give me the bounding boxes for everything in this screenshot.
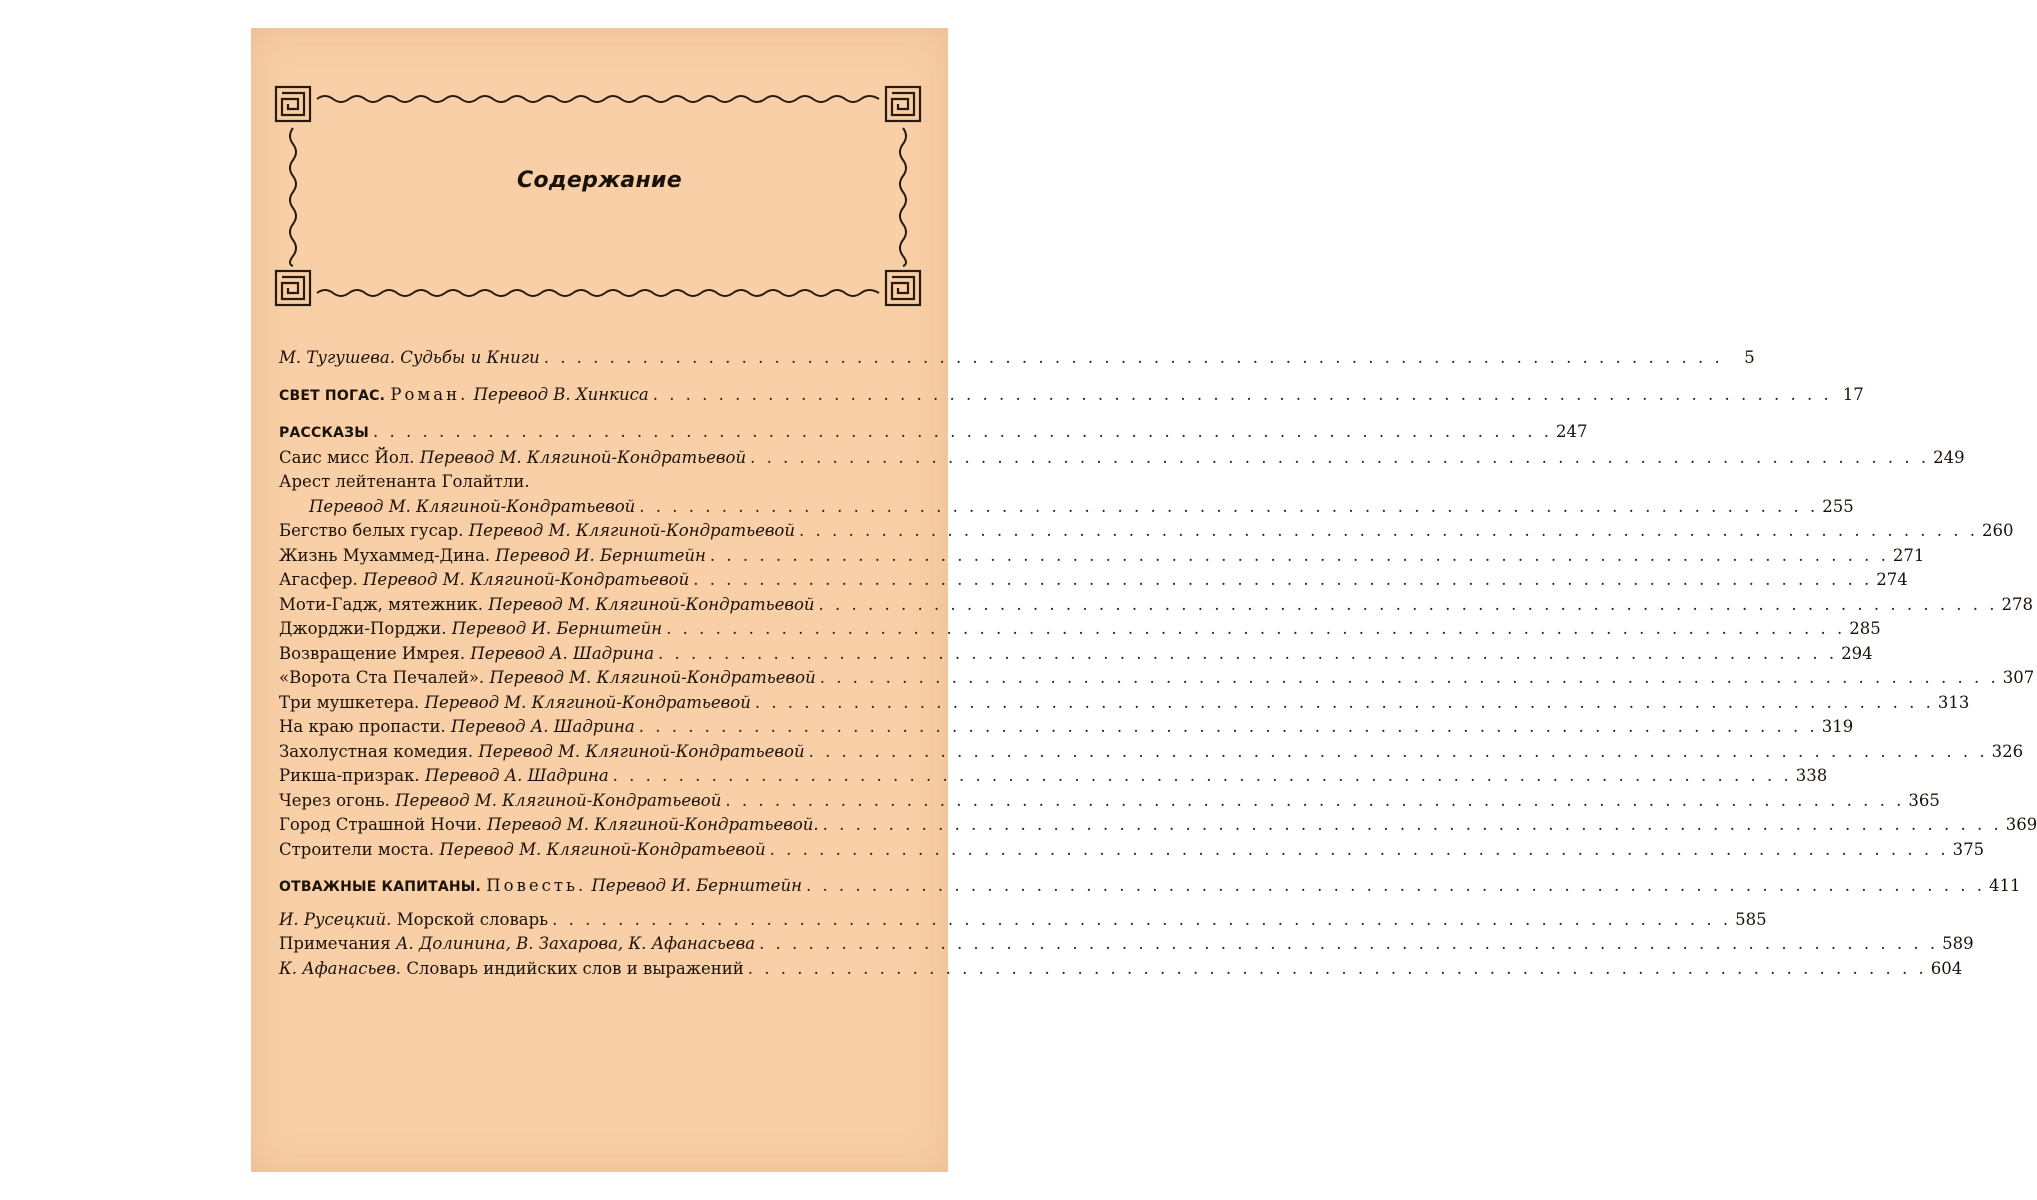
toc-entry-story[interactable] [279, 568, 1908, 593]
book-page [251, 28, 2037, 1172]
entry-title: Захолустная комедия. [279, 741, 474, 761]
entry-translator: Перевод И. Бернштейн [451, 619, 663, 638]
page-number: 411 [1988, 876, 2021, 895]
entry-translator: Перевод М. Клягиной-Кондратьевой [439, 839, 766, 859]
toc-entry-story[interactable] [279, 838, 1985, 863]
page-number: 589 [1942, 934, 1974, 953]
entry-translator: Перевод М. Клягиной-Кондратьевой [309, 496, 636, 516]
page-number: 585 [1735, 909, 1767, 929]
entry-translator: Перевод И. Бернштейн [591, 876, 802, 895]
dot-leader [639, 495, 1818, 520]
dot-leader [544, 346, 1723, 371]
entry-title: Через огонь. [279, 790, 390, 810]
entry-genre: Повесть. [486, 876, 587, 895]
entry-translator: Перевод А. Шадрина [470, 643, 655, 663]
entry-translator: Перевод М. Клягиной-Кондратьевой. [487, 815, 819, 834]
entry-translator: Перевод А. Шадрина [424, 766, 609, 785]
entry-title: Моти-Гадж, мятежник. [279, 594, 483, 614]
toc-entry-story[interactable] [279, 691, 1970, 716]
page-number: 375 [1952, 839, 1985, 859]
toc-entry-story-continuation[interactable] [279, 495, 1854, 520]
page-number: 313 [1937, 692, 1970, 712]
entry-translator: Перевод М. Клягиной-Кондратьевой [362, 570, 690, 589]
dot-leader [820, 666, 1999, 691]
page-number: 338 [1795, 766, 1828, 785]
toc-entry-story[interactable] [279, 446, 1965, 471]
page-number: 285 [1849, 619, 1881, 638]
dot-leader [823, 813, 2002, 838]
toc-entry-novel[interactable] [279, 874, 2021, 900]
page-number: 604 [1930, 958, 1963, 978]
entry-translator: Перевод И. Бернштейн [495, 545, 706, 565]
page-number: 274 [1876, 570, 1908, 589]
toc-entry-novel[interactable] [279, 383, 1864, 409]
toc-entry-story[interactable] [279, 617, 1881, 642]
page-number: 255 [1822, 496, 1854, 516]
page-number: 5 [1744, 348, 1755, 367]
entry-author: М. Тугушева. [279, 348, 395, 367]
dot-leader [552, 908, 1731, 933]
toc-entry-intro[interactable] [279, 346, 1755, 371]
toc-entry-story[interactable] [279, 642, 1873, 667]
entry-title: Саис мисс Йол. [279, 447, 415, 467]
toc-entry-appendix[interactable] [279, 908, 1767, 933]
entry-title: СВЕТ ПОГАС. [279, 387, 386, 404]
toc-entry-appendix[interactable] [279, 932, 1974, 957]
toc-entry-stories-heading[interactable] [279, 420, 1588, 446]
page-number: 319 [1821, 717, 1854, 736]
dot-leader [658, 642, 1837, 667]
entry-translator: Перевод А. Шадрина [450, 717, 635, 736]
dot-leader [755, 691, 1934, 716]
toc-entry-story[interactable] [279, 789, 1940, 814]
page-number: 17 [1842, 384, 1864, 404]
toc-entry-story-title-line[interactable] [279, 470, 887, 495]
page-number: 369 [2005, 815, 2037, 834]
ornamental-frame [273, 84, 923, 308]
toc-entry-story[interactable] [279, 813, 2037, 838]
dot-leader [759, 932, 1938, 957]
page-number: 365 [1908, 790, 1940, 810]
page-number: 260 [1982, 521, 2014, 540]
toc-entry-story[interactable] [279, 764, 1828, 789]
dot-leader [750, 446, 1929, 471]
dot-leader [653, 383, 1832, 408]
dot-leader [710, 544, 1889, 569]
entry-translator: Перевод М. Клягиной-Кондратьевой [488, 594, 815, 614]
entry-title: Джорджи-Порджи. [279, 619, 447, 638]
entry-title: Примечания [279, 934, 391, 953]
entry-authors: А. Долинина, В. Захарова, К. Афанасьева [395, 934, 756, 953]
entry-genre: Роман. [390, 384, 469, 404]
dot-leader [809, 740, 1988, 765]
entry-translator: Перевод В. Хинкиса [473, 384, 649, 404]
dot-leader [770, 838, 1949, 863]
entry-title: Бегство белых гусар. [279, 521, 464, 540]
toc-entry-story[interactable] [279, 544, 1925, 569]
entry-translator: Перевод М. Клягиной-Кондратьевой [489, 668, 816, 687]
entry-title: Три мушкетера. [279, 692, 420, 712]
page-number: 326 [1991, 741, 2024, 761]
entry-title: Морской словарь [396, 909, 549, 929]
page-number: 249 [1933, 447, 1965, 467]
dot-leader [639, 715, 1818, 740]
dot-leader [806, 874, 1985, 899]
entry-title: Словарь индийских слов и выражений [406, 958, 744, 978]
dot-leader [725, 789, 1904, 814]
toc-entry-story[interactable] [279, 715, 1854, 740]
page-number: 271 [1892, 545, 1925, 565]
table-of-contents [279, 346, 2037, 981]
page-number: 247 [1556, 422, 1588, 441]
entry-translator: Перевод М. Клягиной-Кондратьевой [424, 692, 751, 712]
entry-translator: Перевод М. Клягиной-Кондратьевой [478, 741, 805, 761]
toc-entry-story[interactable] [279, 666, 2035, 691]
entry-translator: Перевод М. Клягиной-Кондратьевой [419, 447, 747, 467]
entry-title: Жизнь Мухаммед-Дина. [279, 545, 491, 565]
entry-title: Судьбы и Книги [400, 348, 540, 367]
entry-title: Рикша-призрак. [279, 766, 420, 785]
dot-leader [748, 957, 1927, 982]
entry-translator: Перевод М. Клягиной-Кондратьевой [395, 790, 722, 810]
entry-title: На краю пропасти. [279, 717, 446, 736]
entry-title: «Ворота Ста Печалей». [279, 668, 485, 687]
dot-leader [613, 764, 1792, 789]
dot-leader [819, 593, 1998, 618]
entry-author: И. Русецкий. [279, 909, 392, 929]
dot-leader [373, 420, 1552, 445]
dot-leader [666, 617, 1845, 642]
entry-translator: Перевод М. Клягиной-Кондратьевой [468, 521, 795, 540]
entry-title: Город Страшной Ночи. [279, 815, 482, 834]
dot-leader [799, 519, 1978, 544]
entry-title: Строители моста. [279, 839, 435, 859]
page-number: 278 [2001, 594, 2034, 614]
toc-entry-story[interactable] [279, 593, 2034, 618]
toc-entry-story[interactable] [279, 519, 2014, 544]
entry-title: ОТВАЖНЫЕ КАПИТАНЫ. [279, 879, 481, 895]
page-number: 307 [2002, 668, 2035, 687]
entry-author: К. Афанасьев. [279, 958, 402, 978]
toc-entry-appendix[interactable] [279, 957, 1963, 982]
entry-title: Арест лейтенанта Голайтли. [279, 472, 530, 491]
page-title: Содержание [517, 168, 682, 193]
dot-leader [693, 568, 1872, 593]
entry-title: Возвращение Имрея. [279, 643, 466, 663]
page-number: 294 [1841, 643, 1873, 663]
section-heading: РАССКАЗЫ [279, 425, 369, 441]
entry-title: Агасфер. [279, 570, 358, 589]
toc-entry-story[interactable] [279, 740, 2024, 765]
